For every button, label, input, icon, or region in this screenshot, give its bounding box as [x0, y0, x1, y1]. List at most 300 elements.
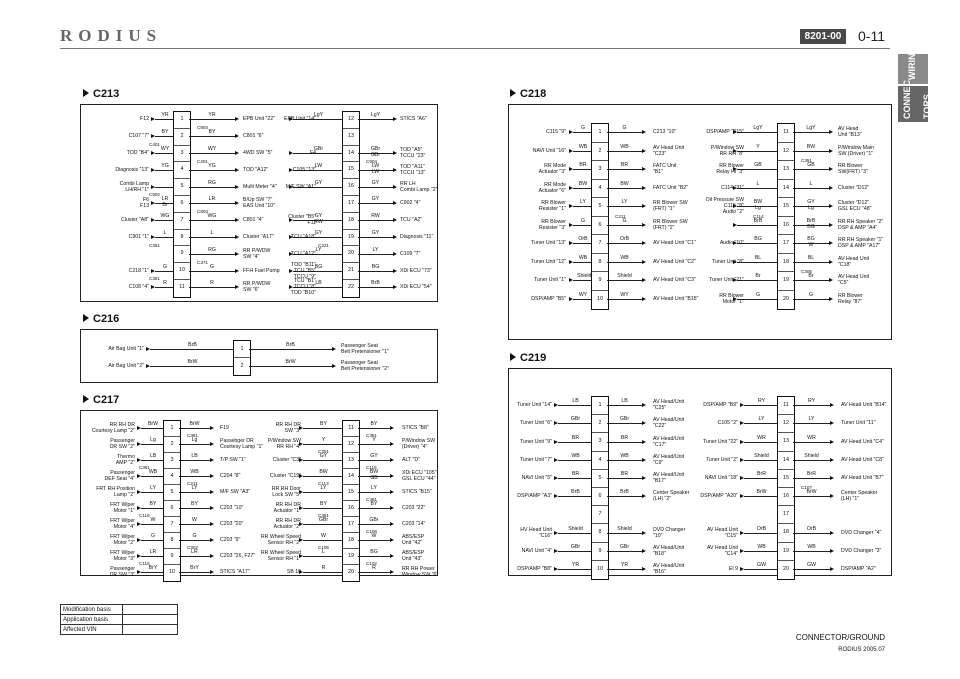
wire-right [179, 492, 210, 493]
wire-right [189, 254, 235, 255]
wire-source-label: FRT Wiper Motor "1" [110, 502, 135, 514]
wire-arrow-icon [642, 494, 646, 498]
wire-color-right: BrB [286, 341, 295, 348]
wire-color-right: LgY [370, 112, 381, 119]
wire-right [179, 556, 210, 557]
wire-arrow-icon [137, 490, 141, 494]
splice-callout: C115 [139, 513, 150, 518]
wire-color-left: YR [571, 561, 580, 568]
pin-number: 18 [778, 524, 794, 542]
wire-left [573, 188, 591, 189]
wire-arrow-icon [137, 426, 141, 430]
wire-color-left: Shield [577, 273, 592, 280]
splice-callout: C302 [187, 545, 198, 550]
wire-arrow-icon [390, 474, 394, 478]
wire-arrow-icon [146, 364, 150, 368]
wire-source-label: C115 "9" [545, 129, 566, 136]
wire-arrow-icon [829, 186, 833, 190]
wire-source-label: RR Blower Resister "1" [538, 200, 566, 213]
wire-color-right: BW [806, 143, 816, 150]
wire-color-right: G [192, 533, 197, 539]
wire-left [303, 524, 342, 525]
splice-callout: C102 [366, 561, 377, 566]
wire-color-left: R [163, 280, 167, 287]
splice-callout: C904 [197, 125, 208, 131]
wire-color-right: LR [191, 549, 198, 555]
wire-color-right: BrW [285, 358, 296, 365]
pin-number: 2 [174, 129, 190, 146]
wire-arrow-icon [332, 347, 336, 351]
wire-right [358, 187, 393, 188]
wire-right [189, 187, 235, 188]
wire-color-left: GB [754, 162, 762, 169]
wire-color-right: LY [621, 199, 628, 206]
wire-source-label: FRT RH Position Lamp "2" [96, 486, 135, 498]
wire-color-right: GBr GBr [370, 146, 381, 158]
wire-arrow-icon [235, 269, 239, 273]
wire-source-label: SB 10 [286, 569, 301, 575]
wire-left [303, 540, 342, 541]
pin-number: 8 [592, 254, 608, 273]
wire-color-right: LgY [806, 125, 816, 132]
wire-left [573, 151, 591, 152]
splice-callout: C361 [139, 465, 150, 470]
wire-destination-label: Cluster "A17" [243, 234, 274, 240]
wire-left [150, 349, 233, 350]
pin-number: 14 [343, 146, 359, 163]
wire-arrow-icon [830, 421, 834, 425]
wire-destination-label: TCU "A2" [400, 217, 423, 224]
wire-left [303, 428, 342, 429]
wire-arrow-icon [235, 218, 239, 222]
pin-number: 12 [343, 112, 359, 129]
wire-left [303, 476, 342, 477]
pin-number: 6 [174, 196, 190, 213]
wire-source-label: F4 [309, 150, 316, 156]
wire-color-right: GY Lg [807, 199, 815, 212]
wire-arrow-icon [642, 549, 646, 553]
wire-arrow-icon [740, 494, 744, 498]
wire-destination-label: AV Head Unit "B13" [838, 126, 862, 139]
splice-callout: C107 [801, 485, 812, 491]
wire-right [793, 496, 830, 497]
wire-arrow-icon [235, 235, 239, 239]
wire-left [155, 287, 173, 288]
pin-number: 14 [778, 452, 794, 470]
pin-number: 22 [348, 284, 354, 290]
section-title-c213 [83, 88, 119, 100]
wire-color-left: LY [320, 485, 327, 491]
wire-color-left: WB [148, 469, 158, 475]
revision-value [123, 605, 178, 615]
wire-right [358, 556, 390, 557]
splice-callout: C211 [615, 213, 626, 219]
wire-arrow-icon [137, 442, 141, 446]
wire-color-left: Y [321, 437, 326, 443]
wire-arrow-icon [554, 531, 558, 535]
wire-source-label: Passenger DR SW "3" [109, 566, 135, 578]
wire-destination-label: C203 "14" [402, 521, 426, 527]
pin-number: 17 [343, 517, 359, 533]
wire-arrow-icon [554, 494, 558, 498]
wire-arrow-icon [642, 130, 646, 134]
pin-number: 12 [778, 415, 794, 433]
wire-arrow-icon [740, 421, 744, 425]
wire-source-label: Tuner Unit "14" [517, 402, 552, 409]
wire-color-right: BrR [807, 470, 816, 477]
wire-source-label: DSP/AMP "B9" [703, 402, 738, 409]
brand-logo: RODIUS [60, 26, 163, 45]
wire-source-label: NAVI Unit "4" [521, 547, 552, 554]
wire-left [303, 460, 342, 461]
wire-source-label: RR Wheel Speed Sensor RH "1" [260, 550, 301, 562]
wire-color-left: L [163, 230, 167, 236]
wire-color-left: L [322, 549, 325, 555]
wire-color-left: GY [314, 179, 323, 186]
wire-source-label: C107 "7" [128, 133, 149, 140]
wire-color-left: BrY [148, 565, 158, 571]
wire-color-right: LW LW [371, 162, 380, 175]
wire-right [358, 203, 393, 204]
wire-arrow-icon [642, 440, 646, 444]
wire-destination-label: Passenger Seat Belt Pretensioner "1" [341, 342, 389, 355]
wire-arrow-icon [642, 421, 646, 425]
splice-callout: C381 [318, 513, 329, 518]
wire-destination-label: STICS "A6" [400, 116, 427, 123]
wire-color-left: Br [755, 273, 761, 280]
wire-arrow-icon [137, 570, 141, 574]
wire-right [358, 572, 390, 573]
pin-number: 11 [179, 284, 185, 290]
wire-color-right: LB [621, 398, 628, 405]
wire-color-left: WG [160, 213, 170, 220]
wire-right [793, 188, 829, 189]
wire-right [793, 299, 829, 300]
wire-color-left: LY [315, 246, 322, 253]
splice-callout: C221 [318, 242, 329, 248]
wire-color-right: L [210, 230, 214, 236]
wire-arrow-icon [642, 531, 646, 535]
wire-color-right: BW GB [369, 469, 379, 481]
wire-right [189, 119, 235, 120]
wire-color-right: LY [808, 416, 815, 423]
wire-left [558, 460, 591, 461]
wire-color-left: BL [754, 254, 762, 261]
side-tab-line2: TORS [922, 94, 932, 119]
section-arrow-icon [83, 395, 89, 403]
wire-color-right: RG [208, 246, 216, 253]
splice-callout: C381 [366, 497, 377, 502]
wire-right [179, 508, 210, 509]
wire-color-right: LR [208, 196, 216, 203]
wire-color-left: WB [571, 452, 580, 459]
wire-arrow-icon [210, 474, 214, 478]
wire-color-right: WR [807, 434, 816, 441]
footer-date: RODIUS 2005.07 [838, 647, 885, 653]
wire-color-left: WB [757, 543, 766, 550]
wire-destination-label: AV Head/Unit "B17" [653, 471, 685, 484]
wire-left [744, 460, 777, 461]
wire-color-left: WY [578, 291, 588, 298]
wire-arrow-icon [830, 403, 834, 407]
wire-left [744, 496, 777, 497]
pin-number: 7 [164, 517, 180, 533]
wire-arrow-icon [554, 567, 558, 571]
wire-color-left: LY [150, 485, 156, 491]
wire-arrow-icon [829, 223, 833, 227]
wire-source-label: RR RH DR Actuator "1" [273, 502, 301, 514]
wire-color-right: BG [370, 549, 378, 555]
wire-right [793, 280, 829, 281]
wire-destination-label: C213 "10" [653, 129, 677, 136]
pin-number: 9 [592, 543, 608, 561]
wire-color-left: R [321, 565, 326, 571]
pin-number: 10 [174, 263, 190, 280]
wire-destination-label: AV Head Unit "C18" [838, 255, 870, 268]
wire-source-label: Cluster "C19" [269, 473, 301, 479]
pin-number: 1 [592, 124, 608, 143]
wire-arrow-icon [829, 260, 833, 264]
wire-arrow-icon [151, 285, 155, 289]
wire-arrow-icon [146, 347, 150, 351]
wire-destination-label: Passebger DR Courtesy Lamp "1" [220, 438, 264, 450]
wire-left [303, 444, 342, 445]
wire-color-left: LgY [313, 112, 324, 119]
wire-arrow-icon [210, 538, 214, 542]
wire-right [249, 366, 332, 367]
revision-table [60, 604, 178, 635]
wire-arrow-icon [569, 204, 573, 208]
wire-right [358, 287, 393, 288]
wire-color-left: Lg [150, 437, 156, 443]
wire-right [189, 271, 235, 272]
wire-arrow-icon [393, 235, 397, 239]
wire-right [189, 153, 235, 154]
wire-destination-label: AV Head/Unit "C17" [653, 435, 685, 448]
wire-arrow-icon [390, 426, 394, 430]
section-title-text: C219 [520, 352, 547, 364]
wire-destination-label: M/F SW "A3" [220, 489, 251, 495]
wire-source-label: C108 "4" [128, 284, 149, 291]
wire-arrow-icon [829, 297, 833, 301]
pin-number: 2 [592, 415, 608, 433]
wire-left [155, 119, 173, 120]
wire-right [189, 220, 235, 221]
wire-left [303, 508, 342, 509]
wire-arrow-icon [554, 549, 558, 553]
wire-arrow-icon [151, 185, 155, 189]
wire-arrow-icon [235, 285, 239, 289]
wire-color-right: WB [190, 469, 199, 475]
wire-destination-label: AV Head/Unit "C9" [653, 453, 685, 466]
pin-number: 1 [164, 421, 180, 437]
pin-number: 7 [592, 506, 608, 524]
wire-source-label: Cluster "A8" [121, 217, 149, 224]
wire-destination-label: DVD Changer "10" [653, 526, 686, 539]
wire-arrow-icon [830, 476, 834, 480]
wire-source-label: NAVI Unit "16" [532, 147, 566, 154]
wire-color-right: GY [370, 453, 378, 459]
wire-color-left: BrB [571, 489, 580, 496]
pin-number: 18 [343, 533, 359, 549]
wire-destination-label: 4WD SW "5" [243, 150, 273, 156]
wire-color-left: BR [579, 162, 587, 169]
wire-color-right: WY [207, 146, 217, 152]
pin-number: 15 [343, 485, 359, 501]
wire-destination-label: Cluster "D12" GSL ECU "48" [838, 200, 872, 213]
wire-left [558, 551, 591, 552]
wire-right [607, 151, 642, 152]
wire-source-label: NAVI Unit "18" [704, 474, 738, 481]
wire-color-right: BrW [189, 421, 200, 427]
pin-number: 13 [343, 129, 359, 146]
wire-color-right: GY [371, 230, 380, 236]
side-tab-connectors[interactable] [898, 79, 932, 122]
wire-arrow-icon [393, 201, 397, 205]
pin-number: 18 [778, 254, 794, 273]
wire-right [793, 405, 830, 406]
wire-left [573, 299, 591, 300]
wire-right [793, 460, 830, 461]
wire-destination-label: AV Head Unit "B14" [841, 402, 887, 409]
pin-number: 2 [164, 437, 180, 453]
wire-color-right: BrB [371, 280, 380, 287]
pin-number: 16 [778, 217, 794, 236]
section-title-c218 [510, 88, 546, 100]
wire-arrow-icon [642, 260, 646, 264]
wire-left [558, 478, 591, 479]
splice-callout: C211 [187, 481, 198, 486]
wire-color-left: LB [315, 280, 322, 287]
wire-left [744, 533, 777, 534]
section-arrow-icon [510, 89, 516, 97]
wire-destination-label: C203 "22" [402, 505, 426, 511]
wire-destination-label: C801 "4" [243, 217, 264, 224]
wire-color-left: GY [319, 453, 328, 459]
wire-right [607, 280, 642, 281]
wire-arrow-icon [390, 506, 394, 510]
wire-right [607, 132, 642, 133]
wire-left [155, 136, 173, 137]
wire-arrow-icon [554, 421, 558, 425]
pin-number: 14 [778, 180, 794, 199]
wire-arrow-icon [642, 297, 646, 301]
wire-color-left: LY [758, 416, 765, 423]
wire-source-label: Air Bag Unit "1" [108, 345, 144, 352]
pin-number: 4 [592, 452, 608, 470]
wire-arrow-icon [137, 538, 141, 542]
wire-left [558, 533, 591, 534]
wire-color-right: LY [191, 485, 198, 491]
wire-color-right: G [622, 125, 627, 132]
wire-destination-label: AV Head Unit "C23" [653, 144, 685, 157]
wire-color-left: OrB [578, 236, 588, 243]
wire-destination-label: AV Head Unit "C4" [841, 438, 884, 445]
wire-right [607, 206, 642, 207]
wire-color-right: GBr [369, 517, 379, 523]
wire-color-left: BrR [757, 470, 766, 477]
wire-left [558, 496, 591, 497]
wire-arrow-icon [830, 567, 834, 571]
wire-color-left: WB [578, 143, 588, 150]
wire-right [607, 405, 642, 406]
wire-right [793, 569, 830, 570]
revision-row [61, 605, 178, 615]
wire-source-label: C114 "31" [721, 184, 744, 191]
wire-color-right: BY [208, 129, 216, 136]
wire-source-label: TOD "B11" TCU "B5" TCCU "9" [291, 261, 316, 280]
wire-arrow-icon [390, 490, 394, 494]
wire-destination-label: XDi ECU "54" [400, 284, 432, 291]
wire-arrow-icon [151, 269, 155, 273]
wire-source-label: DSP/AMP "B8" [517, 565, 552, 572]
wire-destination-label: C203 "26, F27" [220, 553, 256, 559]
wire-arrow-icon [740, 403, 744, 407]
wire-right [179, 540, 210, 541]
wire-color-left: G [580, 217, 586, 224]
wire-right [358, 237, 393, 238]
wire-color-left: YG [161, 162, 169, 169]
wire-arrow-icon [393, 185, 397, 189]
wire-source-label: Passenger DEF Seat "4" [104, 470, 135, 482]
wire-left [155, 170, 173, 171]
wire-left [744, 442, 777, 443]
splice-callout: C113 [318, 481, 329, 486]
wire-arrow-icon [151, 235, 155, 239]
section-title-text: C217 [93, 394, 120, 406]
wire-destination-label: Center Speaker (LH) "2" [653, 490, 690, 503]
wire-source-label: RR Blower Motor "1" [719, 292, 744, 305]
wire-color-right: LB [191, 453, 198, 459]
wire-arrow-icon [137, 522, 141, 526]
pin-number: 4 [164, 469, 180, 485]
wire-source-label: TCU "A12" [290, 250, 316, 257]
wire-destination-label: P/Window Main SW (Driver) "1" [838, 144, 875, 157]
wire-color-right: R [210, 280, 214, 287]
pin-number: 11 [778, 397, 794, 415]
wire-color-right: BrB BG [806, 217, 816, 230]
wire-destination-label: Multi Meter "4" [243, 183, 277, 190]
pin-number: 20 [348, 569, 354, 575]
wire-color-right: GBr [619, 543, 630, 550]
wire-arrow-icon [569, 167, 573, 171]
wire-source-label: Tuner Unit "22" [703, 438, 738, 445]
wire-left [737, 225, 777, 226]
wire-color-right: BrB [620, 489, 629, 496]
wire-arrow-icon [210, 570, 214, 574]
wire-destination-label: RR RH Speaker "1" DSP & AMP "A17" [838, 237, 884, 250]
wire-left [573, 225, 591, 226]
wire-right [358, 508, 390, 509]
wire-destination-label: RR P/WDW SW "6" [243, 281, 271, 294]
wire-color-left: LB [149, 453, 157, 459]
wire-color-right: G [622, 217, 627, 224]
wire-right [358, 444, 390, 445]
wire-destination-label: DVD Changer "4" [841, 529, 882, 536]
section-arrow-icon [83, 314, 89, 322]
wire-arrow-icon [393, 168, 397, 172]
wire-destination-label: ABS/ESP Unit "43" [402, 550, 425, 562]
wire-arrow-icon [829, 149, 833, 153]
wire-arrow-icon [235, 117, 239, 121]
wire-arrow-icon [829, 167, 833, 171]
wire-source-label: Tuner Unit "9" [519, 438, 552, 445]
wire-source-label: DSP/AMP "A3" [517, 493, 552, 500]
wire-left [141, 444, 163, 445]
wire-destination-label: FATC Unit "B2" [653, 184, 689, 191]
wire-color-left: BY [320, 421, 327, 427]
wire-source-label: F6 F13 [140, 197, 149, 210]
